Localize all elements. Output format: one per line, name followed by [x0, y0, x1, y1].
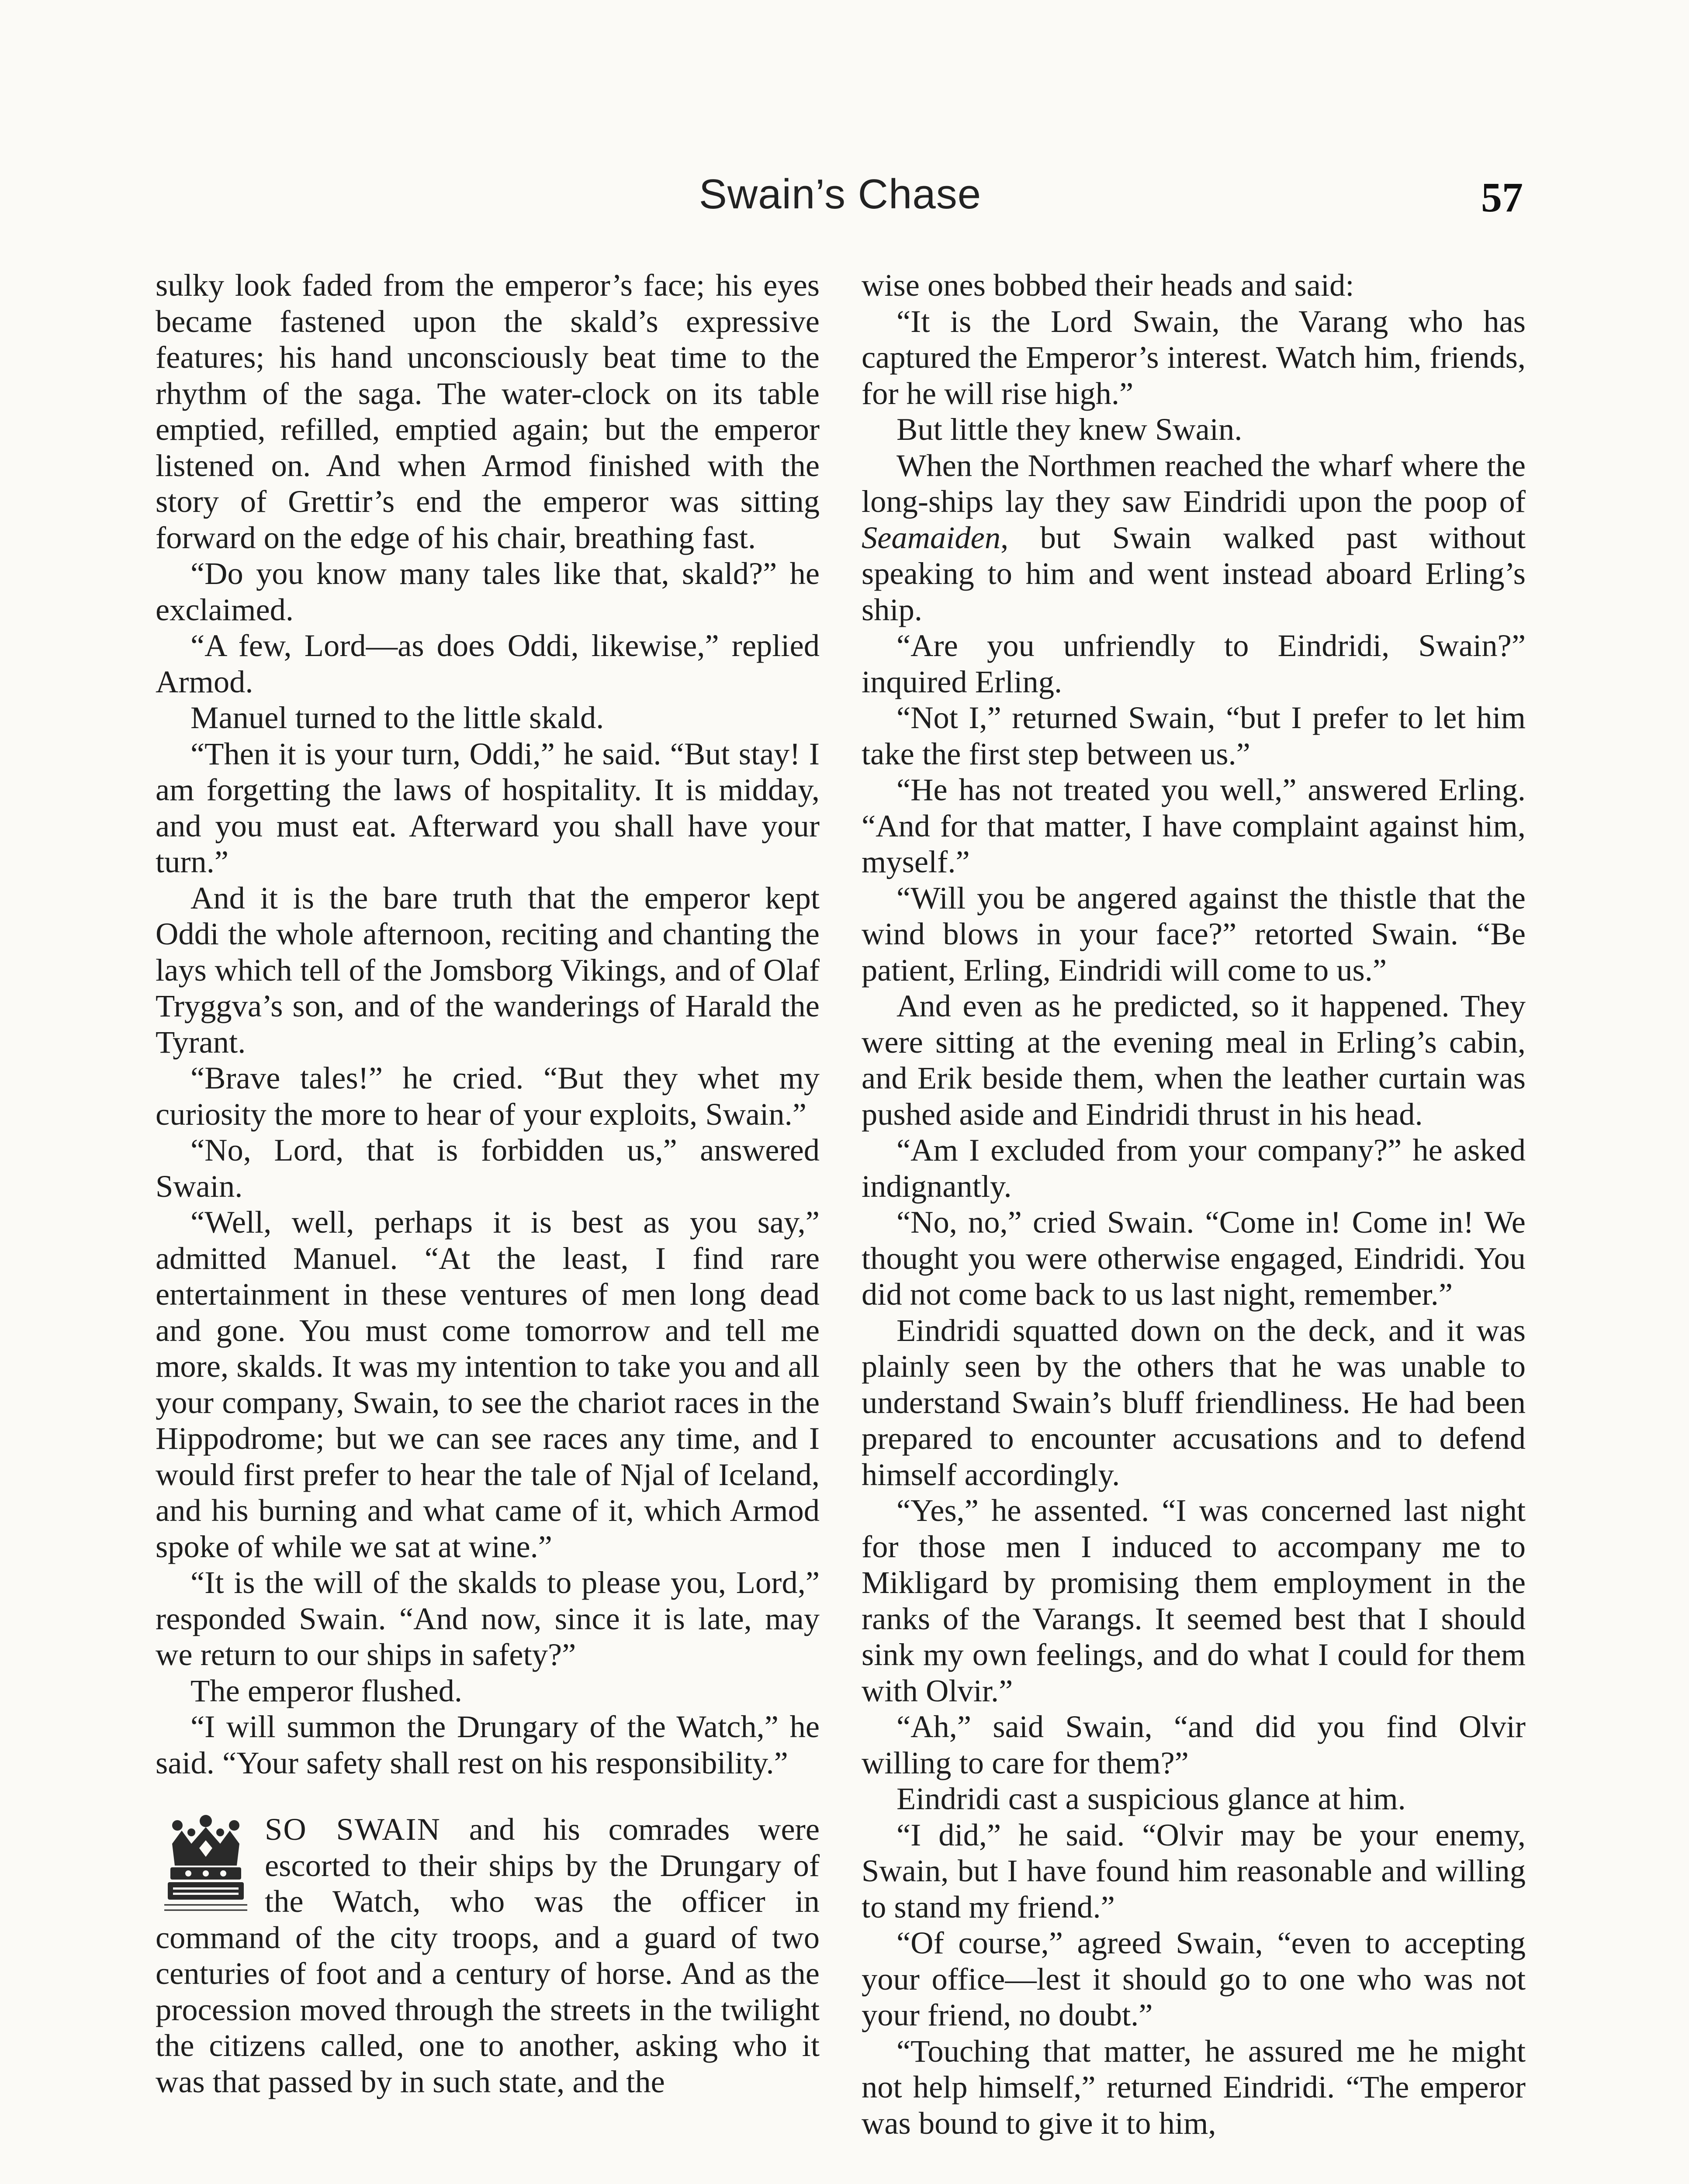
paragraph: [156, 1673, 820, 1709]
paragraph-text: sulky look faded from the emperor’s face; his eyes became fastened upon the skald’s expressive features; his hand unconsciously beat time to the rhythm of the saga. The water-clock on its table emptied, refilled, emptied again; but the emperor listened on. And when Armod finished with the story of Grettir’s end the emperor was sitting forward on the edge of his chair, breathing fast.: [156, 267, 820, 555]
paragraph-text: “It is the Lord Swain, the Varang who has captured the Emperor’s interest. Watch him, friends, for he will rise high.”: [862, 303, 1526, 411]
paragraph-text: Eindridi squatted down on the deck, and it was plainly seen by the others that he was unable to understand Swain’s bluff friendliness. He had been prepared to encounter accusations and to defend himself accordingly.: [862, 1312, 1526, 1492]
paragraph-text: And even as he predicted, so it happened. They were sitting at the evening meal in Erling’s cabin, and Erik beside them, when the leather curtain was pushed aside and Eindridi thrust in his head.: [862, 988, 1526, 1132]
right-column-paragraphs: [862, 267, 1526, 2141]
paragraph: [156, 1709, 820, 1781]
paragraph-text: When the Northmen reached the wharf where the long-ships lay they saw Eindridi upon the poop of: [862, 447, 1526, 519]
paragraph-text: “No, no,” cried Swain. “Come in! Come in! We thought you were otherwise engaged, Eindridi. You did not come back to us last night, remember.”: [862, 1204, 1526, 1312]
paragraph: [156, 628, 820, 700]
paragraph-text: “Yes,” he assented. “I was concerned last night for those men I induced to accompany me to Mikligard by promising them employment in the ranks of the Varangs. It seemed best that I should sink my own feelings, and do what I could for them with Olvir.”: [862, 1493, 1526, 1708]
paragraph: [156, 1204, 820, 1565]
paragraph-text: “Touching that matter, he assured me he might not help himself,” returned Eindridi. “The emperor was bound to give it to him,: [862, 2033, 1526, 2141]
paragraph: [156, 267, 820, 556]
paragraph-text: “Ah,” said Swain, “and did you find Olvir willing to care for them?”: [862, 1709, 1526, 1780]
paragraph: [862, 411, 1526, 448]
paragraph: [862, 1817, 1526, 1925]
paragraph-text: “Will you be angered against the thistle that the wind blows in your face?” retorted Swain. “Be patient, Erling, Eindridi will come to us.”: [862, 880, 1526, 988]
right-column: [862, 267, 1526, 2141]
paragraph-text: “Not I,” returned Swain, “but I prefer to let him take the first step between us.”: [862, 700, 1526, 771]
paragraph: [862, 628, 1526, 700]
paragraph-text: “I will summon the Drungary of the Watch,” he said. “Your safety shall rest on his responsibility.”: [156, 1709, 820, 1780]
paragraph: [156, 556, 820, 628]
paragraph: [862, 772, 1526, 880]
paragraph: [862, 1132, 1526, 1204]
paragraph: [862, 267, 1526, 304]
paragraph-text: “Of course,” agreed Swain, “even to accepting your office—lest it should go to one who was not your friend, no doubt.”: [862, 1925, 1526, 2032]
paragraph: [862, 1313, 1526, 1493]
paragraph-text: “Then it is your turn, Oddi,” he said. “But stay! I am forgetting the laws of hospitality. It is midday, and you must eat. Afterward you shall have your turn.”: [156, 736, 820, 879]
paragraph: [156, 1565, 820, 1673]
paragraph: [862, 1781, 1526, 1817]
paragraph-text: “It is the will of the skalds to please you, Lord,” responded Swain. “And now, since it is late, may we return to our ships in safety?”: [156, 1565, 820, 1672]
paragraph-text: “Well, well, perhaps it is best as you say,” admitted Manuel. “At the least, I find rare entertainment in these ventures of men long dead and gone. You must come tomorrow and tell me more, skalds. It was my intention to take you and all your company, Swain, to see the chariot races in the Hippodrome; but we can see races any time, and I would first prefer to hear the tale of Njal of Iceland, and his burning and what came of it, which Armod spoke of while we sat at wine.”: [156, 1204, 820, 1564]
page-header: [157, 170, 1523, 236]
crown-icon: [164, 1813, 247, 1914]
paragraph: [156, 1132, 820, 1204]
paragraph-text: The emperor flushed.: [190, 1673, 463, 1708]
paragraph: [862, 988, 1526, 1132]
page-number: 57: [1481, 174, 1523, 221]
paragraph-text: “I did,” he said. “Olvir may be your enemy, Swain, but I have found him reasonable and willing to stand my friend.”: [862, 1817, 1526, 1925]
paragraph: [862, 700, 1526, 772]
paragraph-text: Eindridi cast a suspicious glance at him.: [896, 1781, 1406, 1816]
paragraph-text: Manuel turned to the little skald.: [190, 700, 604, 735]
ship-name: Seamaiden: [862, 519, 1001, 555]
paragraph-text: “Do you know many tales like that, skald?” he exclaimed.: [156, 556, 820, 627]
paragraph: [862, 1709, 1526, 1781]
running-title: Swain’s Chase: [699, 171, 982, 218]
paragraph-text: And it is the bare truth that the emperor kept Oddi the whole afternoon, reciting and chanting the lays which tell of the Jomsborg Vikings, and of Olaf Tryggva’s son, and of the wanderings of Harald the Tyrant.: [156, 880, 820, 1060]
paragraph: [862, 1204, 1526, 1313]
paragraph-text: “Brave tales!” he cried. “But they whet my curiosity the more to hear of your exploits, Swain.”: [156, 1060, 820, 1132]
paragraph: [862, 1925, 1526, 2033]
paragraph: [862, 304, 1526, 412]
paragraph-text: “A few, Lord—as does Oddi, likewise,” replied Armod.: [156, 628, 820, 699]
paragraph-text-continued: , but Swain walked past without speaking to him and went instead aboard Erling’s ship.: [862, 519, 1526, 627]
paragraph: [156, 880, 820, 1061]
section-break: [156, 1811, 820, 2100]
paragraph: [862, 2033, 1526, 2142]
paragraph: [156, 736, 820, 880]
left-column-paragraphs: [156, 267, 820, 1781]
paragraph: [862, 880, 1526, 988]
section-break-paragraph: [156, 1811, 820, 2100]
paragraph-text: “Am I excluded from your company?” he asked indignantly.: [862, 1132, 1526, 1204]
paragraph: [156, 700, 820, 736]
paragraph: [862, 448, 1526, 628]
paragraph-text: wise ones bobbed their heads and said:: [862, 267, 1354, 303]
section-lead-in: SO SWAIN: [265, 1811, 441, 1847]
paragraph-text: “No, Lord, that is forbidden us,” answered Swain.: [156, 1132, 820, 1204]
paragraph: [156, 1060, 820, 1132]
left-column: [156, 267, 820, 2100]
paragraph-text: “He has not treated you well,” answered Erling. “And for that matter, I have complaint against him, myself.”: [862, 772, 1526, 879]
paragraph-text: But little they knew Swain.: [896, 411, 1243, 447]
paragraph: [862, 1493, 1526, 1709]
section-break-text: and his comrades were escorted to their ships by the Drungary of the Watch, who was the officer in command of the city troops, and a guard of two centuries of foot and a century of horse. And as the procession moved through the streets in the twilight the citizens called, one to another, asking who it was that passed by in such state, and the: [156, 1811, 820, 2099]
paragraph-text: “Are you unfriendly to Eindridi, Swain?” inquired Erling.: [862, 628, 1526, 699]
